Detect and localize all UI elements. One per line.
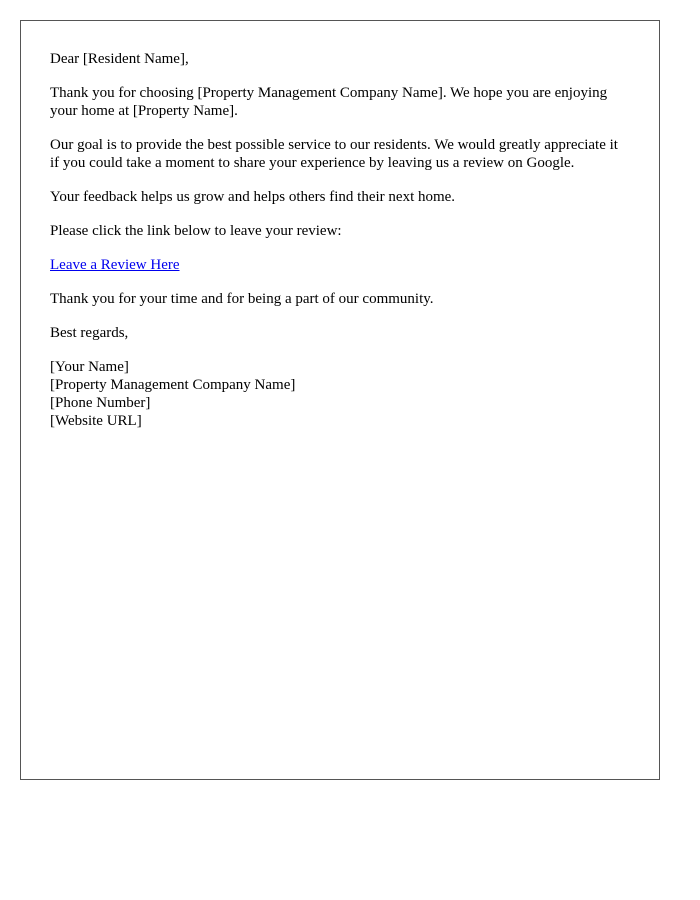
letter-frame <box>20 20 660 780</box>
closing: Best regards, <box>50 325 129 341</box>
paragraph-feedback: Your feedback helps us grow and helps others find their next home. <box>50 189 456 205</box>
signature-company: [Property Management Company Name] <box>50 377 296 393</box>
review-link[interactable]: Leave a Review Here <box>50 257 180 273</box>
review-link-paragraph <box>50 256 630 274</box>
signature-phone: [Phone Number] <box>50 395 151 411</box>
paragraph-closing-thanks: Thank you for your time and for being a part of our community. <box>50 291 434 307</box>
paragraph-thank-you: Thank you for choosing [Property Management Company Name]. We hope you are enjoying your home at [Property Name]. <box>50 85 608 119</box>
signature-name: [Your Name] <box>50 359 129 375</box>
signature-block <box>50 358 630 430</box>
paragraph-goal: Our goal is to provide the best possible service to our residents. We would greatly appreciate it if you could take a moment to share your experience by leaving us a review on Google. <box>50 137 618 171</box>
salutation: Dear [Resident Name], <box>50 51 189 67</box>
paragraph-instruction: Please click the link below to leave your review: <box>50 223 342 239</box>
signature-website: [Website URL] <box>50 413 142 429</box>
letter-body <box>50 50 630 446</box>
